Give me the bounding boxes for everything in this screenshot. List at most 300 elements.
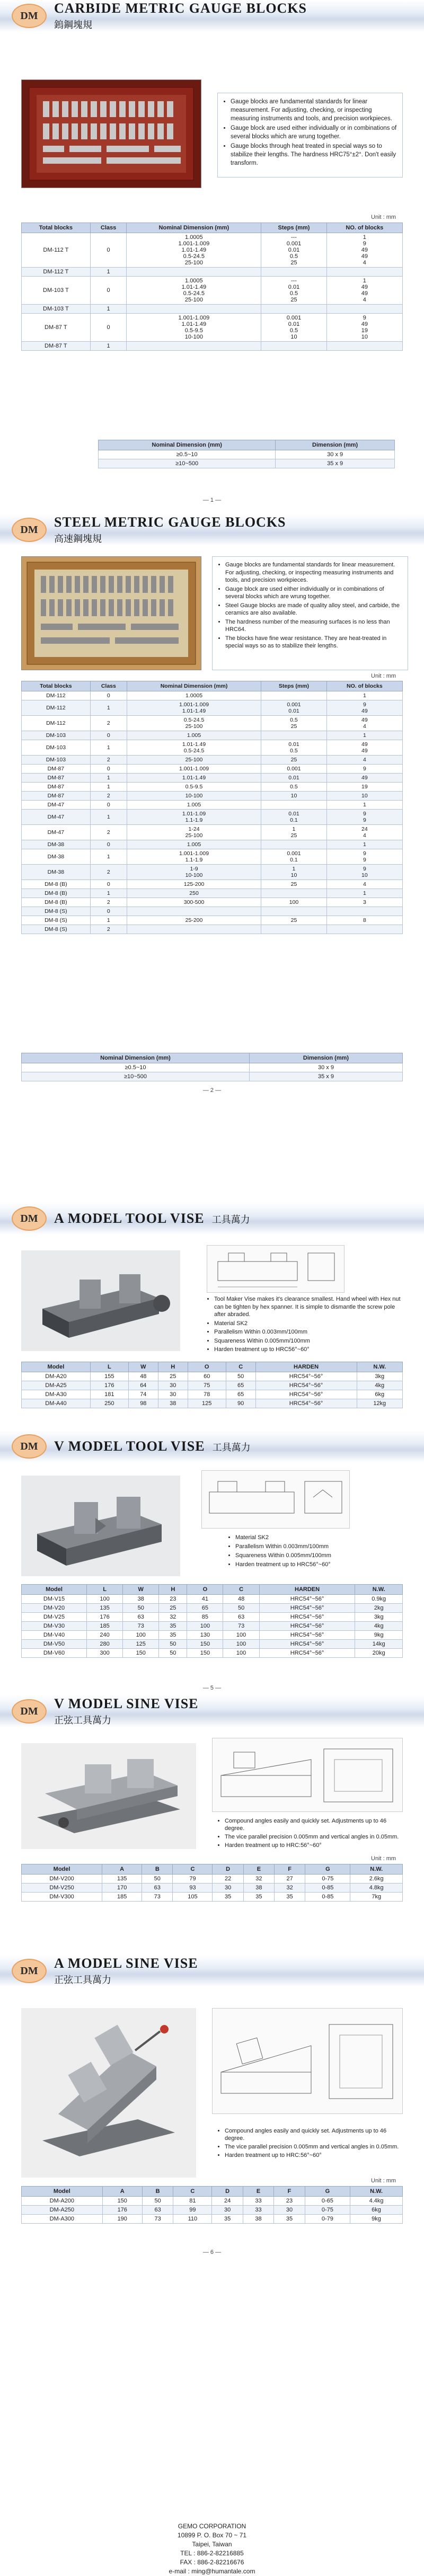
table-cell: 0: [90, 691, 127, 700]
company-name: GEMO CORPORATION: [178, 2522, 246, 2530]
table-cell: DM-87: [22, 765, 91, 774]
table-cell: ≥0.5~10: [22, 1063, 250, 1072]
table-cell: 63: [142, 1884, 173, 1893]
table-cell: 12kg: [357, 1399, 403, 1408]
table-cell: 3kg: [355, 1613, 403, 1622]
table-cell: 35 x 9: [249, 1072, 402, 1081]
col-header: Model: [22, 1585, 87, 1595]
table-cell: 1.001-1.009 1.01-1.49: [127, 700, 261, 716]
table-cell: 1.01-1.49: [127, 774, 261, 783]
bullet: • Gauge blocks through heat treated in special ways so to stabilize their lengths. The hardness HRC75°±2°. Don't easily transform.: [231, 142, 397, 167]
table-cell: 30: [213, 1884, 243, 1893]
table-cell: 25: [261, 880, 327, 889]
table-cell: 0.9kg: [355, 1595, 403, 1604]
description-box: [217, 93, 403, 177]
col-header: Steps (mm): [261, 223, 326, 233]
company-footer: [0, 2522, 424, 2576]
description-box: [217, 1817, 403, 1854]
bullet: • Parallelism Within 0.003mm/100mm: [235, 1543, 403, 1551]
table-cell: DM-103: [22, 740, 91, 756]
dm-badge: DM: [12, 1206, 47, 1231]
col-header: G: [305, 2187, 350, 2197]
table-cell: 0.01 0.5: [261, 740, 327, 756]
table-cell: 1.0005 1.001-1.009 1.01-1.49 0.5-24.5 25-100: [127, 233, 261, 268]
table-cell: 0: [90, 801, 127, 810]
table-cell: 32: [243, 1875, 274, 1884]
col-header: N.W.: [350, 2187, 403, 2197]
table-cell: 0: [90, 731, 127, 740]
table-row: [22, 700, 403, 716]
table-cell: 0: [90, 880, 127, 889]
table-cell: 100: [187, 1622, 223, 1631]
table-cell: HRC54°~56°: [259, 1622, 355, 1631]
product-photo: [21, 1743, 196, 1849]
table-cell: 24: [212, 2197, 243, 2206]
table-cell: 24 4: [326, 825, 402, 840]
table-cell: HRC54°~56°: [259, 1613, 355, 1622]
table-cell: 100: [223, 1649, 259, 1658]
table-cell: DM-112 T: [22, 233, 91, 268]
table-cell: 0-79: [305, 2215, 350, 2224]
table-cell: [261, 305, 326, 314]
section-title: A MODEL SINE VISE: [54, 1956, 198, 1971]
table-cell: [261, 731, 327, 740]
section-header: [0, 514, 286, 546]
table-cell: 0.5-9.5: [127, 783, 261, 792]
table-cell: 0-75: [305, 2206, 350, 2215]
table-cell: 0.001 0.1: [261, 849, 327, 865]
city: Taipei, Taiwan: [192, 2541, 232, 2548]
dm-badge: DM: [12, 518, 47, 542]
table-cell: DM-112: [22, 700, 91, 716]
table-cell: 1 9 49 49 4: [326, 233, 402, 268]
table-cell: 35: [159, 1622, 187, 1631]
table-cell: 85: [187, 1613, 223, 1622]
table-cell: 64: [128, 1381, 158, 1390]
table-cell: 0.001 0.01 0.5 10: [261, 314, 326, 342]
table-cell: 38: [243, 2215, 273, 2224]
section-title: CARBIDE METRIC GAUGE BLOCKS: [54, 1, 307, 16]
table-cell: [326, 925, 402, 934]
table-cell: 1.0005 1.01-1.49 0.5-24.5 25-100: [127, 277, 261, 305]
table-cell: 2: [90, 825, 127, 840]
table-cell: 110: [173, 2215, 212, 2224]
table-cell: 1-24 25-100: [127, 825, 261, 840]
table-row: [22, 865, 403, 880]
page-number: — 6 —: [202, 2249, 222, 2255]
table-cell: 2: [90, 716, 127, 731]
table-row: [22, 880, 403, 889]
table-cell: 185: [102, 1893, 142, 1902]
table-cell: DM-87: [22, 783, 91, 792]
spec-table: [21, 681, 403, 934]
bullet: • The blocks have fine wear resistance. They are heat-treated in special ways so as to stabilize their lengths.: [225, 635, 402, 650]
table-cell: DM-V15: [22, 1595, 87, 1604]
table-row: [22, 810, 403, 825]
col-header: B: [142, 1864, 173, 1875]
table-cell: 1: [90, 305, 127, 314]
product-photo: [21, 556, 201, 670]
section-title-cn: 工具萬力: [212, 1442, 251, 1453]
table-cell: HRC54°~56°: [259, 1631, 355, 1640]
table-row: [22, 1595, 403, 1604]
table-cell: 90: [226, 1399, 255, 1408]
table-cell: [326, 342, 402, 351]
section-title-cn: 高速鋼塊規: [54, 534, 102, 544]
col-header: A: [102, 1864, 142, 1875]
table-cell: ≥10~500: [99, 459, 276, 468]
table-cell: 33: [243, 2206, 273, 2215]
table-cell: 300: [86, 1649, 122, 1658]
col-header: Total blocks: [22, 681, 91, 691]
table-cell: [127, 268, 261, 277]
page-number: — 2 —: [202, 1087, 222, 1094]
table-cell: 22: [213, 1875, 243, 1884]
table-cell: 32: [275, 1884, 305, 1893]
table-cell: 190: [102, 2215, 142, 2224]
table-cell: DM-8 (S): [22, 925, 91, 934]
table-row: [22, 1613, 403, 1622]
table-cell: DM-103: [22, 756, 91, 765]
table-cell: DM-V25: [22, 1613, 87, 1622]
table-cell: 2: [90, 925, 127, 934]
table-cell: 150: [187, 1640, 223, 1649]
col-header: N.W.: [357, 1362, 403, 1372]
table-cell: 0.5 25: [261, 716, 327, 731]
col-header: Model: [22, 1362, 91, 1372]
col-header: L: [86, 1585, 122, 1595]
table-cell: 150: [123, 1649, 159, 1658]
technical-drawing: [207, 1245, 344, 1293]
table-cell: 100: [123, 1631, 159, 1640]
table-cell: 0: [90, 314, 127, 342]
table-cell: 38: [243, 1884, 274, 1893]
table-cell: 6kg: [350, 2206, 403, 2215]
table-cell: 0: [90, 840, 127, 849]
table-row: [22, 277, 403, 305]
col-header: D: [213, 1864, 243, 1875]
table-cell: 33: [243, 2197, 273, 2206]
table-cell: 3kg: [357, 1372, 403, 1381]
table-cell: [127, 925, 261, 934]
table-cell: 8: [326, 916, 402, 925]
table-cell: 0.01 0.1: [261, 810, 327, 825]
product-photo: [21, 1250, 180, 1351]
bullet: • Tool Maker Vise makes it's clearance smallest. Hand wheel with Hex nut can be tighten by hex spanner. It is simple to dismantle the screw pole after abraded.: [214, 1295, 408, 1319]
dm-badge: DM: [12, 1434, 47, 1459]
table-row: [22, 1622, 403, 1631]
table-cell: 30: [158, 1381, 188, 1390]
table-cell: --- 0.01 0.5 25: [261, 277, 326, 305]
table-cell: 155: [90, 1372, 128, 1381]
section-title-cn: 正弦工具萬力: [54, 1975, 111, 1985]
table-cell: 185: [86, 1622, 122, 1631]
table-cell: 49: [326, 774, 402, 783]
table-cell: 100: [223, 1631, 259, 1640]
table-cell: 125: [123, 1640, 159, 1649]
section-header: [0, 1695, 199, 1727]
table-cell: 1.001-1.009: [127, 765, 261, 774]
table-cell: 1.01-1.09 1.1-1.9: [127, 810, 261, 825]
po-box: 10899 P. O. Box 70 ~ 71: [177, 2531, 247, 2539]
table-cell: 1.005: [127, 840, 261, 849]
bullet: • Material SK2: [214, 1320, 408, 1328]
table-cell: DM-8 (B): [22, 880, 91, 889]
col-header: A: [102, 2187, 142, 2197]
table-row: [22, 731, 403, 740]
table-cell: 2: [90, 756, 127, 765]
table-cell: 50: [223, 1604, 259, 1613]
table-cell: 50: [159, 1640, 187, 1649]
table-cell: 135: [102, 1875, 142, 1884]
table-row: [22, 916, 403, 925]
fax: FAX : 886-2-82216676: [180, 2559, 244, 2566]
table-cell: 170: [102, 1884, 142, 1893]
col-header: L: [90, 1362, 128, 1372]
bullet: • Squareness Within 0.005mm/100mm: [214, 1337, 408, 1345]
table-cell: 50: [159, 1649, 187, 1658]
technical-drawing: [212, 2008, 403, 2114]
table-cell: 30 x 9: [276, 450, 395, 459]
bullet: • Gauge block are used either individually or in combinations of several blocks which are wrung together.: [231, 124, 397, 141]
table-cell: 105: [173, 1893, 213, 1902]
table-cell: 0.001 0.01: [261, 700, 327, 716]
col-header: F: [274, 2187, 305, 2197]
table-cell: HRC54°~56°: [255, 1390, 357, 1399]
table-row: [22, 801, 403, 810]
section-title: A MODEL TOOL VISE: [54, 1211, 205, 1226]
table-row: [22, 765, 403, 774]
table-cell: 0: [90, 765, 127, 774]
table-cell: DM-A30: [22, 1390, 91, 1399]
col-header: O: [187, 1585, 223, 1595]
table-row: [22, 233, 403, 268]
table-cell: DM-103 T: [22, 277, 91, 305]
table-cell: 150: [102, 2197, 142, 2206]
table-cell: 1: [90, 774, 127, 783]
table-row: [22, 1399, 403, 1408]
col-header: NO. of blocks: [326, 681, 402, 691]
table-cell: 98: [128, 1399, 158, 1408]
table-cell: 280: [86, 1640, 122, 1649]
table-cell: 4.4kg: [350, 2197, 403, 2206]
product-photo: [21, 79, 201, 188]
table-row: [22, 1604, 403, 1613]
table-cell: 7kg: [350, 1893, 403, 1902]
bullet: • Gauge blocks are fundamental standards for linear measurement. For adjusting, checking, or inspecting measuring instruments and tools, and precision workpieces.: [231, 97, 397, 123]
table-cell: 1 25: [261, 825, 327, 840]
bullet: • Squareness Within 0.005mm/100mm: [235, 1552, 403, 1560]
table-cell: DM-A40: [22, 1399, 91, 1408]
table-cell: 1: [90, 783, 127, 792]
description-box: [217, 2127, 403, 2167]
col-header: Steps (mm): [261, 681, 327, 691]
table-cell: DM-8 (S): [22, 916, 91, 925]
table-cell: DM-87 T: [22, 314, 91, 342]
table-cell: 1: [90, 268, 127, 277]
col-header: HARDEN: [255, 1362, 357, 1372]
description-box: [207, 1295, 408, 1359]
table-cell: 2kg: [355, 1604, 403, 1613]
table-row: [22, 305, 403, 314]
table-row: [22, 1893, 403, 1902]
unit-label: Unit : mm: [371, 214, 396, 220]
table-row: [22, 907, 403, 916]
table-cell: 23: [159, 1595, 187, 1604]
table-cell: 35: [212, 2215, 243, 2224]
spec-table: [21, 2186, 403, 2224]
table-cell: [261, 907, 327, 916]
table-cell: DM-112 T: [22, 268, 91, 277]
col-header: N.W.: [355, 1585, 403, 1595]
table-cell: 176: [90, 1381, 128, 1390]
table-cell: DM-8 (B): [22, 898, 91, 907]
table-cell: HRC54°~56°: [255, 1399, 357, 1408]
section-title: STEEL METRIC GAUGE BLOCKS: [54, 514, 286, 530]
table-cell: DM-87 T: [22, 342, 91, 351]
section-header: [0, 1955, 198, 1987]
description-box: [228, 1534, 403, 1579]
table-cell: 63: [142, 2206, 173, 2215]
table-row: [22, 849, 403, 865]
table-cell: 100: [261, 898, 327, 907]
table-row: [22, 342, 403, 351]
table-row: [22, 1390, 403, 1399]
table-cell: 1.01-1.49 0.5-24.5: [127, 740, 261, 756]
table-cell: 1 10: [261, 865, 327, 880]
bullet: • Compound angles easily and quickly set. Adjustments up to 46 degree.: [225, 2127, 403, 2142]
table-cell: 4: [326, 756, 402, 765]
table-cell: 9 9: [326, 810, 402, 825]
table-cell: 4.8kg: [350, 1884, 403, 1893]
table-row: [22, 898, 403, 907]
col-header: Total blocks: [22, 223, 91, 233]
page-number: — 1 —: [202, 497, 222, 503]
table-cell: 9 49: [326, 700, 402, 716]
table-cell: [127, 907, 261, 916]
col-header: H: [158, 1362, 188, 1372]
bullet: • Parallelism Within 0.003mm/100mm: [214, 1328, 408, 1336]
table-cell: 20kg: [355, 1649, 403, 1658]
table-cell: [127, 305, 261, 314]
table-cell: 0: [90, 233, 127, 268]
email[interactable]: e-mail : ming@humantale.com: [169, 2568, 255, 2575]
table-cell: 0-65: [305, 2197, 350, 2206]
dm-badge: DM: [12, 1959, 47, 1983]
table-cell: DM-103: [22, 731, 91, 740]
table-cell: 2: [90, 865, 127, 880]
spec-table: [21, 223, 403, 351]
table-cell: 63: [123, 1613, 159, 1622]
col-header: E: [243, 2187, 273, 2197]
table-cell: DM-V20: [22, 1604, 87, 1613]
table-cell: DM-V200: [22, 1875, 102, 1884]
table-cell: 1: [326, 801, 402, 810]
table-cell: 14kg: [355, 1640, 403, 1649]
table-cell: 35: [243, 1893, 274, 1902]
table-cell: 9 49 19 10: [326, 314, 402, 342]
bullet: • Material SK2: [235, 1534, 403, 1542]
col-header: Class: [90, 223, 127, 233]
table-cell: 35: [275, 1893, 305, 1902]
col-header: Class: [90, 681, 127, 691]
table-cell: 78: [188, 1390, 226, 1399]
spec-table: [21, 1864, 403, 1902]
table-cell: 125: [188, 1399, 226, 1408]
telephone: TEL : 886-2-82216885: [180, 2550, 244, 2557]
table-cell: DM-38: [22, 849, 91, 865]
table-cell: 150: [187, 1649, 223, 1658]
table-row: [22, 1649, 403, 1658]
table-cell: 41: [187, 1595, 223, 1604]
description-box: [212, 556, 408, 670]
table-cell: DM-112: [22, 716, 91, 731]
table-cell: 0.5: [261, 783, 327, 792]
table-cell: HRC54°~56°: [259, 1595, 355, 1604]
dm-badge: DM: [12, 4, 47, 28]
table-cell: 9: [326, 765, 402, 774]
col-header: Nominal Dimension (mm): [127, 223, 261, 233]
table-cell: 65: [226, 1390, 255, 1399]
table-cell: DM-V300: [22, 1893, 102, 1902]
table-cell: DM-87: [22, 792, 91, 801]
col-header: C: [173, 2187, 212, 2197]
table-cell: [261, 691, 327, 700]
col-header: B: [142, 2187, 173, 2197]
table-cell: 30: [158, 1390, 188, 1399]
col-header: D: [212, 2187, 243, 2197]
table-cell: 99: [173, 2206, 212, 2215]
unit-label: Unit : mm: [371, 2178, 396, 2184]
table-cell: 38: [123, 1595, 159, 1604]
table-cell: DM-8 (B): [22, 889, 91, 898]
table-cell: 0: [90, 907, 127, 916]
section-title: V MODEL SINE VISE: [54, 1696, 199, 1711]
table-cell: 1: [90, 342, 127, 351]
table-row: [22, 740, 403, 756]
table-row: [22, 2206, 403, 2215]
table-cell: [261, 268, 326, 277]
col-header: H: [159, 1585, 187, 1595]
table-cell: 100: [86, 1595, 122, 1604]
table-cell: HRC54°~56°: [255, 1372, 357, 1381]
table-row: [22, 889, 403, 898]
table-row: [22, 925, 403, 934]
table-cell: DM-38: [22, 865, 91, 880]
table-row: [22, 1372, 403, 1381]
table-cell: --- 0.001 0.01 0.5 25: [261, 233, 326, 268]
table-cell: DM-87: [22, 774, 91, 783]
table-cell: 25-200: [127, 916, 261, 925]
col-header: G: [305, 1864, 350, 1875]
table-row: [22, 1381, 403, 1390]
table-cell: 1 49 49 4: [326, 277, 402, 305]
bullet: • Compound angles easily and quickly set. Adjustments up to 46 degree.: [225, 1817, 403, 1832]
table-row: [22, 2215, 403, 2224]
table-cell: 30: [212, 2206, 243, 2215]
dimension-table: [21, 1053, 403, 1081]
table-cell: 1: [326, 691, 402, 700]
table-cell: 65: [187, 1604, 223, 1613]
bullet: • Gauge blocks are fundamental standards for linear measurement. For adjusting, checking, or inspecting measuring instruments and tools, and precision workpieces.: [225, 561, 402, 584]
page-number: — 5 —: [202, 1685, 222, 1691]
col-header: Dimension (mm): [276, 440, 395, 450]
table-cell: 10: [326, 792, 402, 801]
col-header: W: [128, 1362, 158, 1372]
table-cell: 60: [188, 1372, 226, 1381]
table-cell: DM-A300: [22, 2215, 103, 2224]
table-cell: 2: [90, 898, 127, 907]
